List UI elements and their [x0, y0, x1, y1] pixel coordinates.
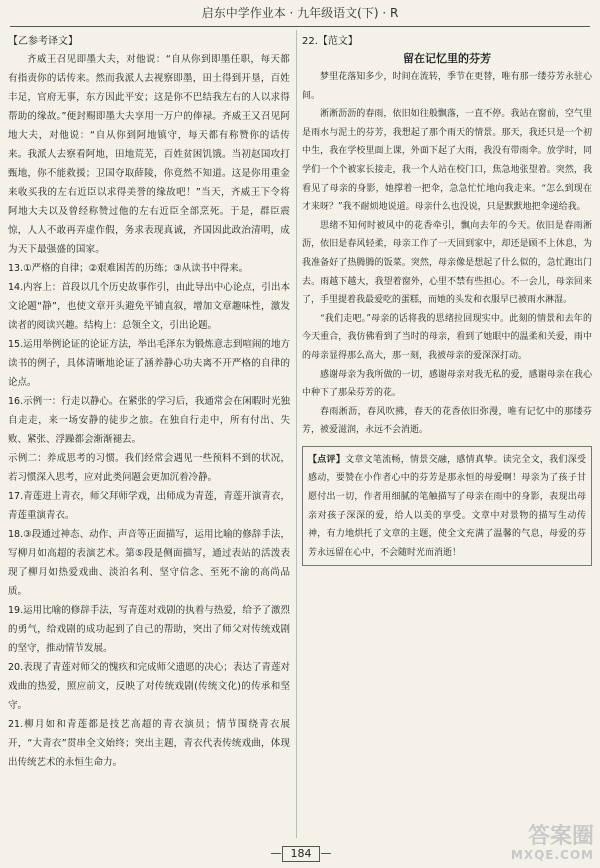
- right-column: [302, 34, 592, 566]
- translation-text: 齐威王召见即墨大夫，对他说：“自从你到即墨任职，每天都有指责你的话传来。然而我派人去视察即墨，田土得到开垦，百姓丰足，官府无事，东方因此平安；这是你不巴结我左右的人以求得帮助的缘故。”便封赐即墨大夫享用一万户的俸禄。齐威王又召见阿地大夫，对他说：“自从你到阿地镇守，每天都有称赞你的话传来。我派人去察看阿地，田地荒芜，百姓贫困饥饿。当初赵国攻打甄地，你不能救援；卫国夺取薛陵，你竟然不知道。这是你用重金来收买我的左右近臣以求得美誉的缘故吧！”当天，齐威王下令将阿地大夫以及曾经称赞过他的左右近臣全部烹死。于是，群臣震惊，人人不敢再弄虚作假，务求表现真诚，齐国因此政治清明，成为天下最强盛的国家。: [8, 54, 290, 255]
- answer-21: 21.柳月如和青莲都是技艺高超的青衣演员；情节围绕青衣展开，“大青衣”贯串全文始终；突出主题，青衣代表传统戏曲，体现出传统艺术的永恒生命力。: [8, 719, 290, 768]
- answer-18: 18.③段通过神态、动作、声音等正面描写，运用比喻的修辞手法，写柳月如高超的表演艺术。第⑤段是侧面描写，通过表站的活泼表现了柳月如热爱戏曲、淡泊名利、坚守信念、至死不渝的高尚品质。: [8, 529, 290, 597]
- answer-16-example-1: 16.示例一：行走以静心。在紧张的学习后，我通常会在闲暇时光独自走走，来一场安静的徒步之旅。在独自行走中，所有付出、失败、紧张、浮躁都会渐渐褪去。: [8, 396, 290, 445]
- essay-paragraph: 梦里花落知多少，时间在流转，季节在更替，唯有那一缕芬芳永驻心间。: [302, 72, 592, 101]
- answer-14: 14.内容上：首段以几个历史故事作引，由此导出中心论点，引出本文论题“静”，也使文章开头避免平铺直叙，增加文章趣味性，激发读者的阅读兴趣。结构上：总领全文，引出论题。: [8, 282, 290, 331]
- essay-paragraph: 淅淅沥沥的春雨，依旧如往般飘落，一直不停。我站在窗前，空气里是雨水与泥土的芬芳，我想起了那个雨天的情景。那天，我还只是一个初中生，我在学校里面上课，外面下起了大雨，我没有带雨伞。放学时，同学们一个个被家长接走，我一个人站在校门口，焦急地张望着。突然，我看见了母亲的身影，她撑着一把伞，急急忙忙地向我走来。“怎么到现在才来呀？”我不耐烦地说道。母亲什么也没说，只是默默地把伞递给我。: [302, 109, 592, 213]
- left-column: [8, 34, 290, 772]
- review-content: 文章文笔流畅，情景交融，感情真挚。读完全文，我们深受感动，要赞在小作者心中的芬芳是那永恒的母爱啊！母亲为了孩子甘愿付出一切，作者用细腻的笔触描写了母亲在雨中的身影，表现出母亲对孩子深深的爱，给人以美的享受。文章中对景物的描写生动传神，有力地烘托了文章的主题，使全文充满了温馨的气息，母爱的芬芳永远留在心中，不会随时光而消逝！: [308, 454, 586, 558]
- watermark-domain: MXQE.COM: [510, 848, 594, 862]
- watermark-main: 答案圈: [527, 824, 594, 849]
- answer-17: 17.青莲进上青衣，师父拜师学戏，出师成为青莲，青莲开演青衣，青莲重演青衣。: [8, 491, 290, 521]
- essay-paragraph: 春雨淅沥，春风吹拂，春天的花香依旧弥漫，唯有记忆中的那缕芬芳，被爱滋润，永远不会消逝。: [302, 406, 592, 436]
- translation-label: 【乙参考译文】: [8, 36, 78, 47]
- essay-section-label: 22.【范文】: [302, 36, 358, 47]
- page-header: 启东中学作业本 · 九年级语文(下) · R: [201, 6, 399, 20]
- page-number: 184: [282, 846, 320, 862]
- essay-title: 留在记忆里的芬芳: [403, 52, 491, 65]
- answer-13: 13.①严格的自律；②艰难困苦的历练；③从读书中得来。: [8, 263, 249, 274]
- essay-paragraph: 感谢母亲为我所做的一切，感谢母亲对我无私的爱，感谢母亲在我心中种下了那朵芬芳的花。: [302, 369, 592, 399]
- answer-16-example-2: 示例二：养成思考的习惯。我们经常会遇见一些预料不到的状况，若习惯深入思考，应对此类问题会更加沉着冷静。: [8, 453, 290, 483]
- column-divider: [296, 30, 297, 838]
- answer-20: 20.表现了青莲对师父的愧疚和完成师父遗愿的决心；表达了青莲对戏曲的热爱，照应前文，反映了对传统戏剧(传统文化)的传承和坚守。: [8, 662, 290, 711]
- answer-15: 15.运用举例论证的论证方法，举出毛泽东为锻炼意志到喧闹的地方读书的例子，具体清晰地论证了涵养静心功夫离不开严格的自律的论点。: [8, 339, 290, 388]
- review-box: [302, 446, 592, 567]
- answer-19: 19.运用比喻的修辞手法，写青莲对戏剧的执着与热爱，给予了激烈的勇气，给戏剧的成功起到了自己的帮助，突出了师父对传统戏剧的坚守，推动情节发展。: [8, 605, 290, 654]
- header-rule: [10, 26, 590, 27]
- review-text: [308, 451, 586, 563]
- essay-paragraph: 思绪不知何时被风中的花香牵引，飘向去年的今天。依旧是春雨淅沥，依旧是春风轻柔，母亲工作了一天回到家中，却还是顾不上休息，为我准备好了热腾腾的饭菜。突然，母亲像是想起了什么似的，急忙跑出门去。雨越下越大，我望着窗外，心里不禁有些担心。不一会儿，母亲回来了，手里提着我最爱吃的蛋糕，而她的头发和衣服早已被雨水淋湿。: [302, 220, 592, 306]
- essay-body: [302, 68, 592, 440]
- watermark-logo: [470, 826, 594, 864]
- essay-paragraph: “我们走吧。”母亲的话将我的思绪拉回现实中。此刻的情景和去年的今天重合，我仿佛看到了当时的母亲，看到了她眼中的温柔和关爱，雨中的母亲显得那么高大，那一刻，我被母亲的爱深深打动。: [302, 313, 592, 361]
- review-label: 【点评】: [308, 454, 346, 465]
